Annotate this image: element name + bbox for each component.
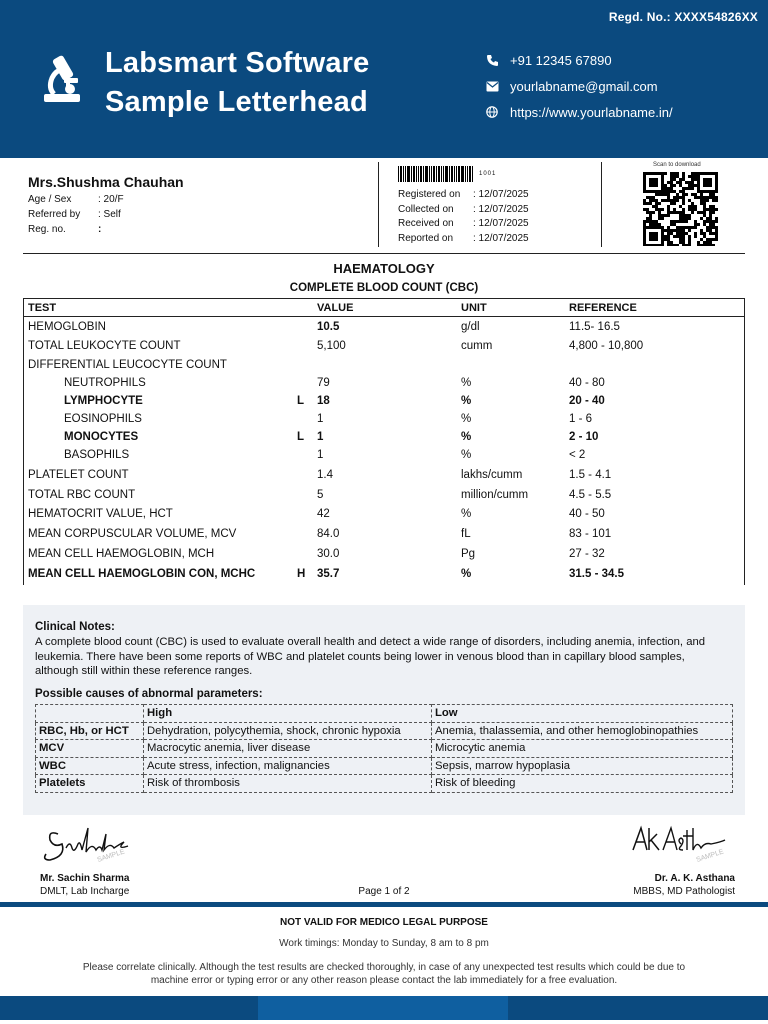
phone-row: [485, 47, 673, 73]
divider: [601, 162, 602, 247]
abnormal-flag: H: [297, 568, 306, 580]
date-value: : 12/07/2025: [473, 189, 529, 200]
test-name: MEAN CELL HAEMOGLOBIN CON, MCHC: [28, 568, 256, 580]
table-row: [24, 392, 744, 410]
test-unit: %: [461, 413, 472, 425]
email-icon: [485, 79, 499, 93]
test-title: COMPLETE BLOOD COUNT (CBC): [289, 282, 479, 294]
table-row: [24, 355, 744, 374]
table-row: [24, 374, 744, 392]
table-row: [24, 446, 744, 464]
registered-on: [398, 188, 529, 203]
date-label: Collected on: [398, 203, 454, 215]
abnormal-flag: [297, 340, 309, 352]
svg-text:SAMPLE: SAMPLE: [96, 848, 126, 864]
header-reference: REFERENCE: [569, 301, 637, 314]
test-name: HEMOGLOBIN: [28, 320, 106, 333]
table-row: [24, 485, 744, 504]
abnormal-flag: [297, 377, 309, 389]
causes-row: [36, 775, 733, 793]
lab-name: [105, 44, 369, 122]
signer-name: Mr. Sachin Sharma: [40, 873, 130, 884]
correlation-note: Please correlate clinically. Although the test results are checked thoroughly, in case of any unexpected test results which could be due to machine error or typing error or any other reason please contact the lab immediately for a free evaluation.: [82, 962, 686, 986]
test-name: NEUTROPHILS: [64, 377, 146, 389]
signer-title: DMLT, Lab Incharge: [40, 886, 130, 897]
test-name: TOTAL RBC COUNT: [28, 488, 136, 501]
test-unit: %: [461, 431, 472, 443]
abnormal-flag: [297, 469, 309, 481]
footer-bar: [0, 996, 768, 1020]
test-unit: cumm: [461, 339, 493, 352]
header-unit: UNIT: [461, 301, 487, 314]
abnormal-flag: [297, 449, 309, 461]
high-cause: Macrocytic anemia, liver disease: [144, 740, 432, 758]
table-row: [24, 464, 744, 485]
test-value: 35.7: [317, 568, 340, 580]
patient-name: Mrs.Shushma Chauhan: [28, 174, 184, 190]
barcode-number: 1001: [479, 171, 497, 177]
field-label: Reg. no.: [28, 224, 66, 235]
test-name: BASOPHILS: [64, 449, 130, 461]
microscope-icon: [40, 52, 86, 104]
test-reference: 20 - 40: [569, 395, 605, 407]
test-unit: fL: [461, 528, 471, 540]
causes-row: [36, 722, 733, 740]
patient-age-sex: [28, 192, 124, 207]
abnormal-flag: [297, 413, 309, 425]
test-name: MEAN CORPUSCULAR VOLUME, MCV: [28, 528, 237, 540]
test-reference: 31.5 - 34.5: [569, 568, 624, 580]
barcode: [398, 166, 496, 182]
qr-code-icon[interactable]: [642, 172, 718, 246]
table-row: [24, 410, 744, 428]
footer-bar-accent: [258, 996, 508, 1020]
test-reference: 1.5 - 4.1: [569, 468, 612, 481]
page-number: Page 1 of 2: [358, 886, 410, 897]
lab-name-line2: Sample Letterhead: [105, 86, 368, 118]
barcode-bars: [398, 166, 474, 182]
test-name: LYMPHOCYTE: [64, 395, 143, 407]
test-value: 42: [317, 508, 330, 520]
table-row: [24, 524, 744, 544]
website-row: [485, 99, 673, 125]
low-cause: Risk of bleeding: [432, 775, 733, 793]
table-row: [24, 317, 744, 336]
collected-on: [398, 203, 529, 218]
signature-left: [40, 820, 150, 868]
test-unit: million/cumm: [461, 488, 529, 501]
field-value: : 20/F: [98, 194, 124, 205]
table-row: [24, 428, 744, 446]
test-unit: %: [461, 508, 472, 520]
causes-row: [36, 757, 733, 775]
test-name: HEMATOCRIT VALUE, HCT: [28, 508, 173, 520]
date-value: : 12/07/2025: [473, 218, 529, 229]
date-label: Received on: [398, 218, 454, 229]
reported-on: [398, 232, 529, 247]
abnormal-flag: [297, 321, 309, 333]
phone-number[interactable]: +91 12345 67890: [510, 52, 612, 68]
parameter: WBC: [36, 757, 144, 775]
low-cause: Sepsis, marrow hypoplasia: [432, 757, 733, 775]
abnormal-flag: [297, 359, 309, 371]
test-value: 5,100: [317, 339, 346, 352]
phone-icon: [485, 53, 499, 67]
test-reference: 2 - 10: [569, 431, 599, 443]
scan-label: Scan to download: [653, 162, 701, 168]
abnormal-flag: L: [297, 395, 305, 407]
table-row: [24, 544, 744, 563]
test-value: 5: [317, 488, 324, 501]
date-value: : 12/07/2025: [473, 203, 529, 215]
parameter: MCV: [36, 740, 144, 758]
test-value: 1.4: [317, 468, 333, 481]
clinical-notes: [23, 605, 745, 815]
test-unit: %: [461, 568, 472, 580]
footer-divider: [0, 902, 768, 907]
parameter: RBC, Hb, or HCT: [36, 722, 144, 740]
email-address[interactable]: yourlabname@gmail.com: [510, 78, 658, 94]
test-value: 1: [317, 431, 324, 443]
results-header: [24, 299, 744, 317]
header-value: VALUE: [317, 301, 354, 314]
results-table: [23, 298, 745, 585]
test-unit: g/dl: [461, 320, 480, 333]
registration-number: Regd. No.: XXXX54826XX: [608, 10, 758, 24]
department-title: HAEMATOLOGY: [333, 261, 435, 276]
legal-disclaimer: NOT VALID FOR MEDICO LEGAL PURPOSE: [280, 917, 488, 928]
date-label: Reported on: [398, 232, 454, 244]
test-name: DIFFERENTIAL LEUCOCYTE COUNT: [28, 358, 227, 371]
causes-title: Possible causes of abnormal parameters:: [35, 688, 263, 700]
test-value: 84.0: [317, 528, 340, 540]
test-reference: 4,800 - 10,800: [569, 339, 644, 352]
divider: [23, 253, 745, 254]
notes-title: Clinical Notes:: [35, 621, 115, 633]
low-cause: Microcytic anemia: [432, 740, 733, 758]
test-unit: lakhs/cumm: [461, 468, 523, 481]
high-cause: Risk of thrombosis: [144, 775, 432, 793]
causes-row: [36, 740, 733, 758]
causes-header-cell: High: [144, 705, 432, 723]
test-reference: 1 - 6: [569, 413, 593, 425]
abnormal-flag: [297, 489, 309, 501]
high-cause: Acute stress, infection, malignancies: [144, 757, 432, 775]
causes-header: [36, 705, 733, 723]
signer-name: Dr. A. K. Asthana: [654, 873, 735, 884]
causes-table: [35, 704, 733, 793]
email-row: [485, 73, 673, 99]
test-reference: 83 - 101: [569, 528, 612, 540]
test-value: 30.0: [317, 547, 340, 560]
test-reference: 40 - 80: [569, 377, 605, 389]
field-label: Referred by: [28, 209, 81, 220]
abnormal-flag: L: [297, 431, 305, 443]
patient-reg-no: [28, 222, 124, 237]
test-value: 79: [317, 377, 330, 389]
header-test: TEST: [28, 301, 57, 314]
field-label: Age / Sex: [28, 194, 72, 205]
table-row: [24, 336, 744, 355]
test-name: PLATELET COUNT: [28, 468, 129, 481]
table-row: [24, 563, 744, 585]
date-value: : 12/07/2025: [473, 232, 529, 244]
signature-right: [625, 820, 735, 868]
parameter: Platelets: [36, 775, 144, 793]
causes-header-cell: Low: [432, 705, 733, 723]
patient-fields: [28, 192, 124, 237]
test-unit: %: [461, 395, 472, 407]
abnormal-flag: [297, 548, 309, 560]
contact-info: [485, 47, 673, 125]
test-reference: 4.5 - 5.5: [569, 488, 612, 501]
abnormal-flag: [297, 528, 309, 540]
test-reference: 27 - 32: [569, 547, 605, 560]
test-unit: %: [461, 449, 472, 461]
website-url[interactable]: https://www.yourlabname.in/: [510, 104, 673, 120]
globe-icon: [485, 105, 499, 119]
test-value: 10.5: [317, 320, 340, 333]
work-timings: Work timings: Monday to Sunday, 8 am to 8 pm: [279, 938, 489, 949]
sample-dates: [398, 188, 529, 246]
low-cause: Anemia, thalassemia, and other hemoglobinopathies: [432, 722, 733, 740]
test-name: MEAN CELL HAEMOGLOBIN, MCH: [28, 547, 215, 560]
test-unit: Pg: [461, 547, 476, 560]
test-value: 1: [317, 449, 324, 461]
divider: [378, 162, 379, 247]
letterhead-header: [0, 0, 768, 158]
patient-referred-by: [28, 207, 124, 222]
field-value: :: [98, 224, 102, 235]
svg-text:SAMPLE: SAMPLE: [695, 848, 725, 864]
received-on: [398, 217, 529, 232]
test-unit: %: [461, 377, 472, 389]
test-name: TOTAL LEUKOCYTE COUNT: [28, 339, 181, 352]
test-name: MONOCYTES: [64, 431, 139, 443]
high-cause: Dehydration, polycythemia, shock, chronic hypoxia: [144, 722, 432, 740]
field-value: : Self: [98, 209, 121, 220]
test-value: 1: [317, 413, 324, 425]
signer-title: MBBS, MD Pathologist: [633, 886, 735, 897]
abnormal-flag: [297, 508, 309, 520]
notes-body: A complete blood count (CBC) is used to evaluate overall health and detect a wide range of disorders, including anemia, infection, and leukemia. There have been some reports of WBC and platelet counts being lower in venous blood than in capillary blood samples, although still within these reference ranges.: [35, 636, 706, 677]
table-row: [24, 504, 744, 524]
test-reference: 40 - 50: [569, 508, 605, 520]
test-reference: 11.5- 16.5: [569, 320, 620, 333]
test-name: EOSINOPHILS: [64, 413, 142, 425]
date-label: Registered on: [398, 189, 461, 200]
test-reference: < 2: [569, 449, 586, 461]
causes-header-cell: [36, 705, 144, 723]
lab-name-line1: Labsmart Software: [105, 47, 370, 79]
test-value: 18: [317, 395, 330, 407]
